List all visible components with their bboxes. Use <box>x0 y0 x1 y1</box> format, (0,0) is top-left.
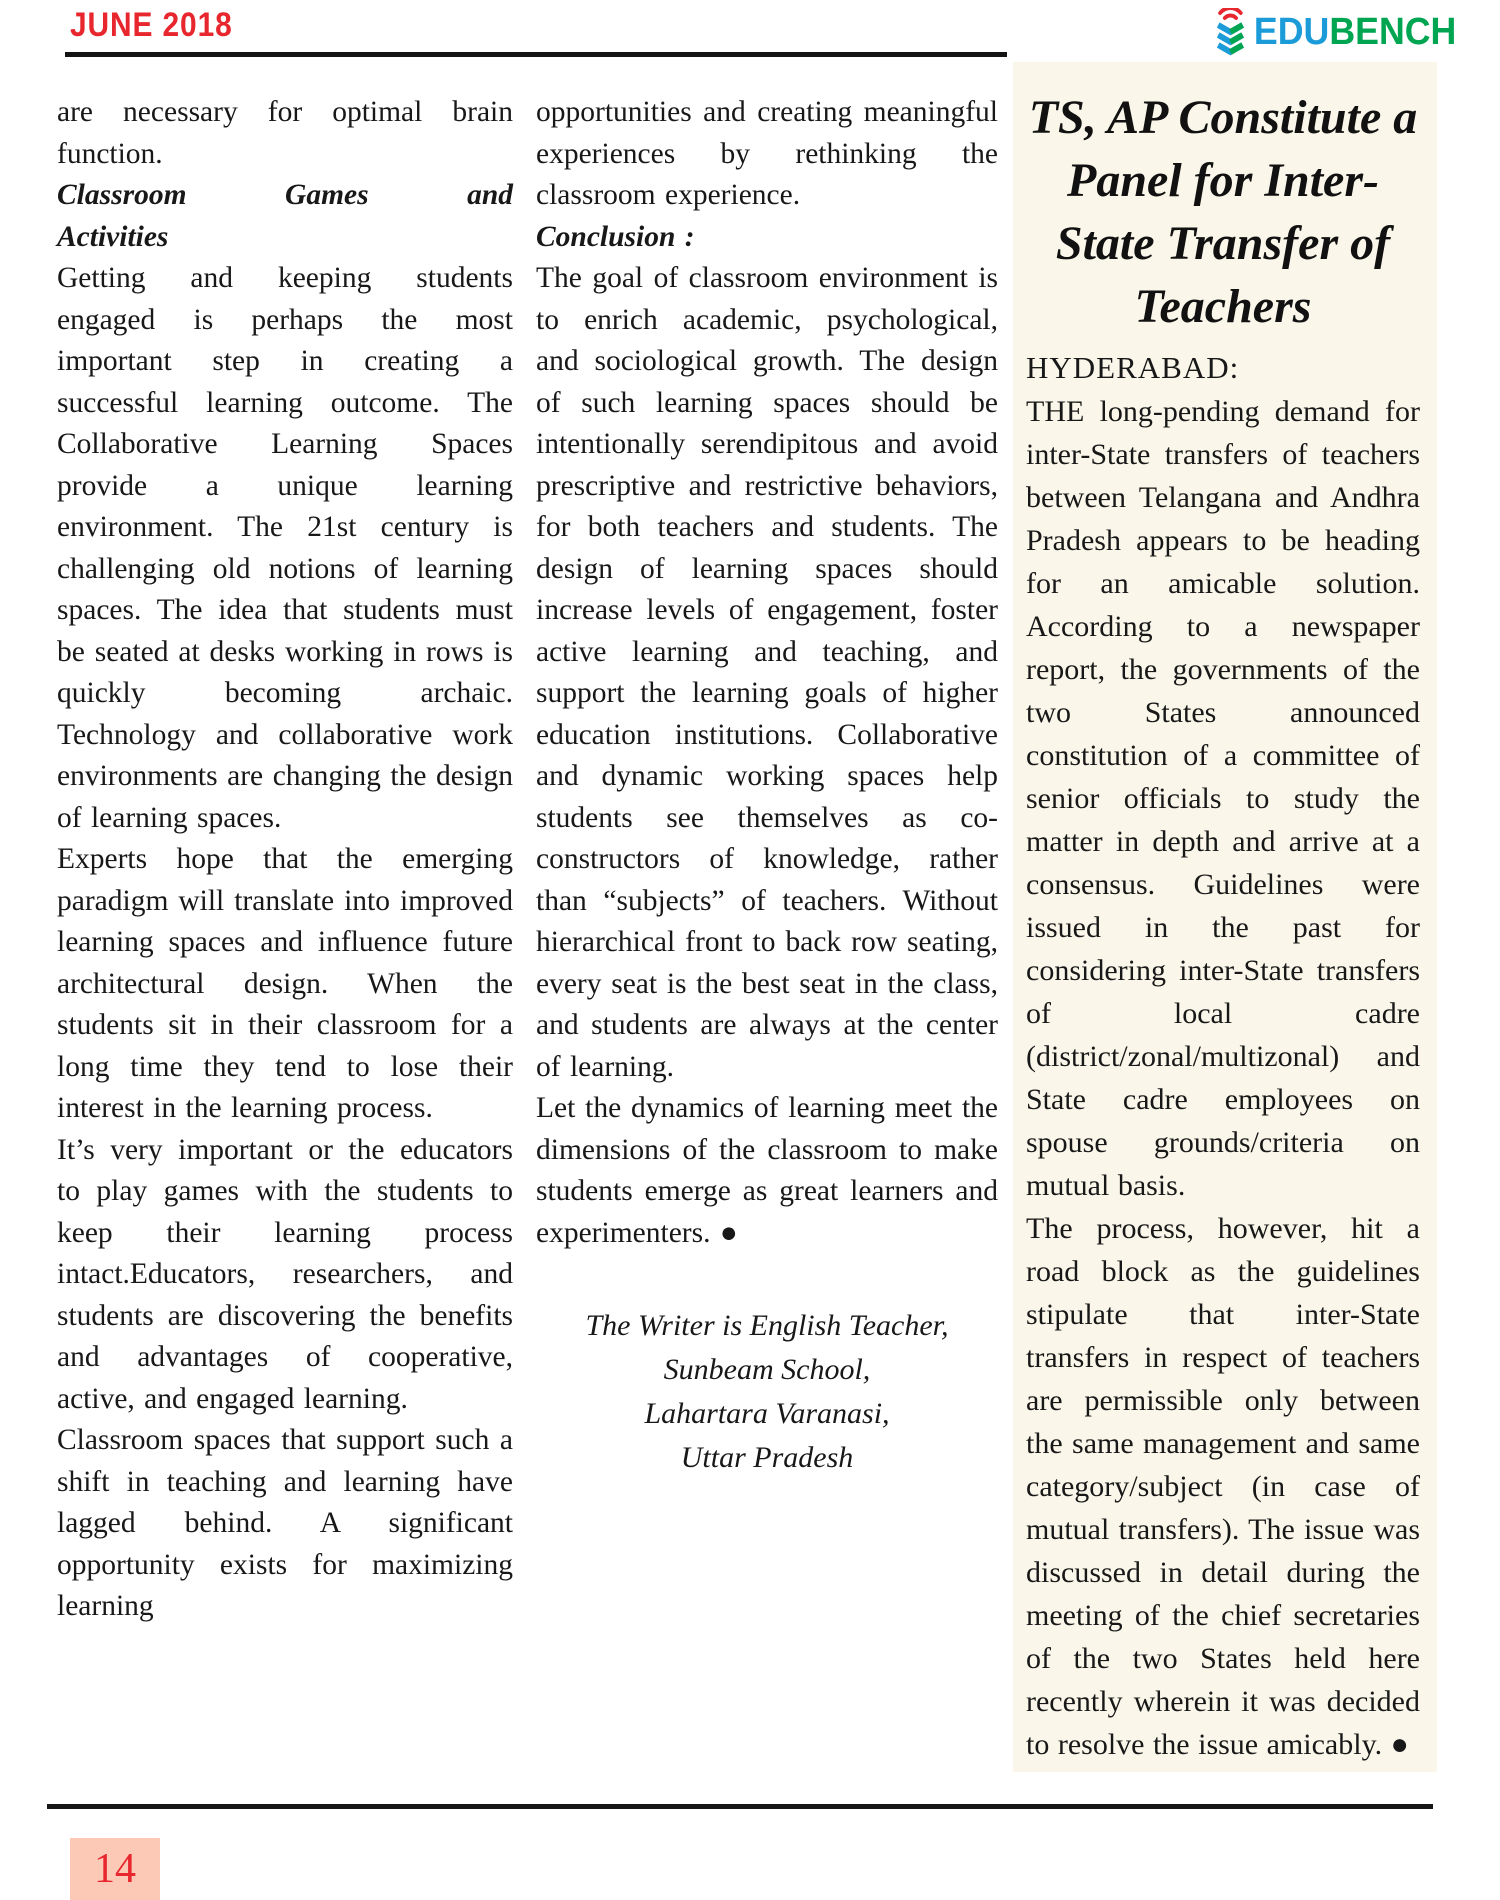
body-paragraph: opportunities and creating meaningful experiences by rethinking the classroom experience. <box>536 96 998 211</box>
page-number-box <box>70 1838 160 1900</box>
edubench-logo-icon <box>1211 8 1249 56</box>
panel-paragraph: THE long-pending demand for inter-State transfers of teachers between Telangana and Andhra Pradesh appears to be heading for an amicable solution. According to a newspaper report, the governments of the two States announced constitution of a committee of senior officials to study the matter in depth and arrive at a consensus. Guidelines were issued in the past for considering inter-State transfers of local cadre (district/zonal/multizonal) and State cadre employees on spouse grounds/criteria on mutual basis. <box>1026 395 1420 1202</box>
writer-credit-line: Lahartara Varanasi, <box>644 1397 890 1430</box>
section-heading-line1: Classroom Games and <box>57 179 513 211</box>
continuation-paragraph: are necessary for optimal brain function. <box>57 96 513 170</box>
writer-credit-line: The Writer is English Teacher, <box>585 1309 949 1342</box>
body-paragraph: Experts hope that the emerging paradigm will translate into improved learning spaces and influence future architectural design. When the students sit in their classroom for a long time they tend to lose their interest in the learning process. <box>57 843 513 1124</box>
body-paragraph: The goal of classroom environment is to enrich academic, psychological, and sociological growth. The design of such learning spaces should be intentionally serendipitous and avoid prescriptive and restrictive behaviors, for both teachers and students. The design of learning spaces should increase levels of engagement, foster active learning and teaching, and support the learning goals of higher education institutions. Collaborative and dynamic working spaces help students see themselves as co-constructors of knowledge, rather than “subjects” of teachers. Without hierarchical front to back row seating, every seat is the best seat in the class, and students are always at the center of learning. <box>536 262 998 1083</box>
footer-rule <box>47 1804 1433 1809</box>
body-paragraph: Let the dynamics of learning meet the dimensions of the classroom to make students emerge as great learners and experimenters. ● <box>536 1092 998 1249</box>
body-paragraph: Getting and keeping students engaged is perhaps the most important step in creating a successful learning outcome. The Collaborative Learning Spaces provide a unique learning environment. The 21st century is challenging old notions of learning spaces. The idea that students must be seated at desks working in rows is quickly becoming archaic. Technology and collaborative work environments are changing the design of learning spaces. <box>57 262 513 834</box>
edubench-logo <box>1211 8 1456 56</box>
column-middle <box>536 92 998 1480</box>
writer-credit <box>536 1304 998 1480</box>
section-heading-conclusion: Conclusion : <box>536 220 695 253</box>
logo-text-bench: BENCH <box>1328 11 1456 53</box>
body-paragraph: It’s very important or the educators to play games with the students to keep their learning process intact.Educators, researchers, and students are discovering the benefits and advantages of cooperative, active, and engaged learning. <box>57 1133 513 1415</box>
panel-paragraph: The process, however, hit a road block as the guidelines stipulate that inter-State transfers in respect of teachers are permissible only between the same management and same category/subject (in case of mutual transfers). The issue was discussed in detail during the meeting of the chief secretaries of the two States held here recently wherein it was decided to resolve the issue amicably. ● <box>1026 1212 1420 1761</box>
writer-credit-line: Uttar Pradesh <box>680 1441 854 1474</box>
section-heading-line2: Activities <box>57 220 169 253</box>
dateline: HYDERABAD: <box>1026 350 1240 385</box>
header-rule <box>65 52 1007 57</box>
writer-credit-line: Sunbeam School, <box>663 1353 871 1386</box>
article-headline: TS, AP Constitute a Panel for Inter-State Transfer of Teachers <box>1028 91 1418 333</box>
news-panel <box>1013 62 1437 1772</box>
page-number: 14 <box>94 1846 136 1892</box>
logo-text-edu: EDU <box>1253 11 1329 53</box>
issue-date: JUNE 2018 <box>70 6 233 44</box>
column-left <box>57 92 513 1628</box>
section-heading-classroom-games <box>57 175 513 258</box>
body-paragraph: Classroom spaces that support such a shift in teaching and learning have lagged behind. A significant opportunity exists for maximizing learning <box>57 1424 513 1622</box>
logo-text <box>1254 13 1456 51</box>
